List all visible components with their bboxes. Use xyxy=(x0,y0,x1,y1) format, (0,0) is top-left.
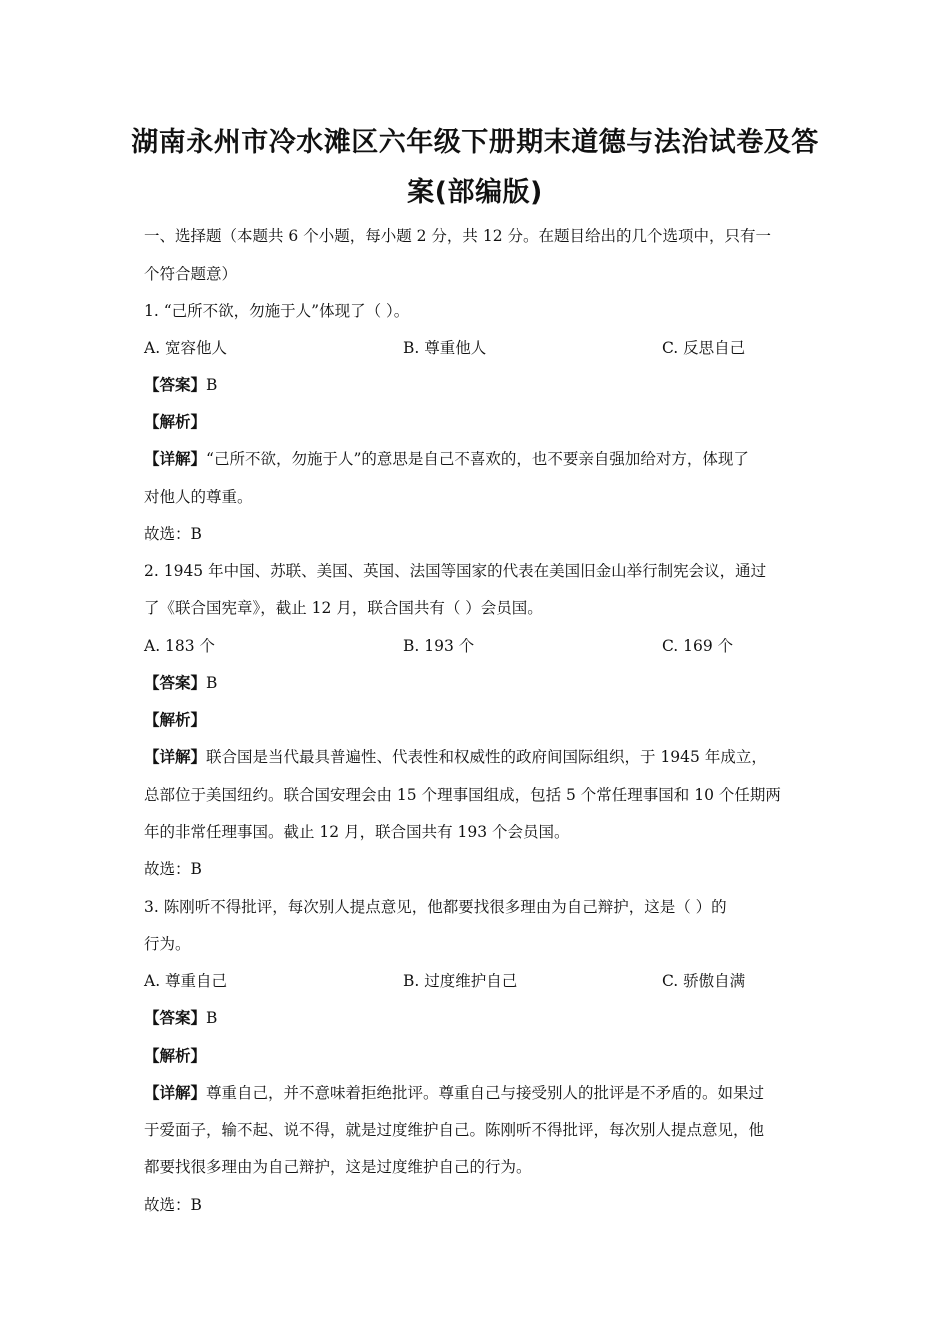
detail-label: 【详解】 xyxy=(144,1084,207,1102)
question-2-stem-line-2: 了《联合国宪章》，截止 12 月，联合国共有（ ）会员国。 xyxy=(144,599,543,617)
question-1-option-b: B. 尊重他人 xyxy=(403,339,487,357)
question-3-stem-line-2: 行为。 xyxy=(144,935,191,953)
detail-text: 尊重自己，并不意味着拒绝批评。尊重自己与接受别人的批评是不矛盾的。如果过 xyxy=(206,1084,765,1102)
question-3-stem-line-1: 3. 陈刚听不得批评，每次别人提点意见，他都要找很多理由为自己辩护，这是（ ）的 xyxy=(144,898,727,916)
question-3-choice xyxy=(144,1195,202,1215)
question-1-detail-line-2: 对他人的尊重。 xyxy=(144,488,253,506)
question-2-choice xyxy=(144,859,202,879)
section-heading-line-1: 一、选择题（本题共 6 个小题，每小题 2 分，共 12 分。在题目给出的几个选项中，只有一 xyxy=(144,227,772,245)
analysis-label: 【解析】 xyxy=(144,413,207,431)
question-1-option-c: C. 反思自己 xyxy=(662,339,746,357)
detail-label: 【详解】 xyxy=(144,450,207,468)
question-3-detail-line-1 xyxy=(144,1083,764,1103)
question-2-analysis-label xyxy=(144,710,206,730)
question-3-option-b: B. 过度维护自己 xyxy=(403,972,518,990)
analysis-label: 【解析】 xyxy=(144,1047,207,1065)
question-1-detail-line-1 xyxy=(144,449,749,469)
question-3-detail-line-3: 都要找很多理由为自己辩护，这是过度维护自己的行为。 xyxy=(144,1158,532,1176)
question-2-detail-line-2: 总部位于美国纽约。联合国安理会由 15 个理事国组成，包括 5 个常任理事国和 10 个任期两 xyxy=(144,786,781,804)
question-2-detail-line-3: 年的非常任理事国。截止 12 月，联合国共有 193 个会员国。 xyxy=(144,823,570,841)
answer-value: B xyxy=(206,1009,218,1027)
question-2-detail-line-1 xyxy=(144,747,767,767)
answer-label: 【答案】 xyxy=(144,1009,207,1027)
question-3-option-a: A. 尊重自己 xyxy=(144,972,228,990)
question-1-analysis-label xyxy=(144,412,206,432)
question-3-answer xyxy=(144,1008,217,1028)
answer-label: 【答案】 xyxy=(144,376,207,394)
question-2-answer xyxy=(144,673,217,693)
choice-value: B xyxy=(190,525,202,543)
question-3-detail-line-2: 于爱面子，输不起、说不得，就是过度维护自己。陈刚听不得批评，每次别人提点意见，他 xyxy=(144,1121,765,1139)
analysis-label: 【解析】 xyxy=(144,711,207,729)
answer-value: B xyxy=(206,376,218,394)
question-1-choice xyxy=(144,524,202,544)
choice-label: 故选： xyxy=(144,1196,191,1214)
question-2-stem-line-1: 2. 1945 年中国、苏联、美国、英国、法国等国家的代表在美国旧金山举行制宪会议，通过 xyxy=(144,562,767,580)
question-1-answer xyxy=(144,375,217,395)
document-title-line-1: 湖南永州市冷水滩区六年级下册期末道德与法治试卷及答 xyxy=(131,127,819,158)
answer-label: 【答案】 xyxy=(144,674,207,692)
choice-label: 故选： xyxy=(144,860,191,878)
choice-value: B xyxy=(190,1196,202,1214)
question-3-option-c: C. 骄傲自满 xyxy=(662,972,746,990)
question-2-option-a: A. 183 个 xyxy=(144,637,216,655)
question-3-analysis-label xyxy=(144,1046,206,1066)
question-2-option-b: B. 193 个 xyxy=(403,637,475,655)
document-title-line-2: 案(部编版) xyxy=(407,177,543,208)
detail-text: 联合国是当代最具普遍性、代表性和权威性的政府间国际组织，于 1945 年成立， xyxy=(206,748,767,766)
choice-value: B xyxy=(190,860,202,878)
detail-label: 【详解】 xyxy=(144,748,207,766)
question-2-option-c: C. 169 个 xyxy=(662,637,734,655)
section-heading-line-2: 个符合题意） xyxy=(144,265,238,283)
choice-label: 故选： xyxy=(144,525,191,543)
detail-text: “己所不欲，勿施于人”的意思是自己不喜欢的，也不要亲自强加给对方，体现了 xyxy=(206,450,749,468)
answer-value: B xyxy=(206,674,218,692)
question-1-stem: 1. “己所不欲，勿施于人”体现了（ ）。 xyxy=(144,302,410,320)
question-1-option-a: A. 宽容他人 xyxy=(144,339,228,357)
